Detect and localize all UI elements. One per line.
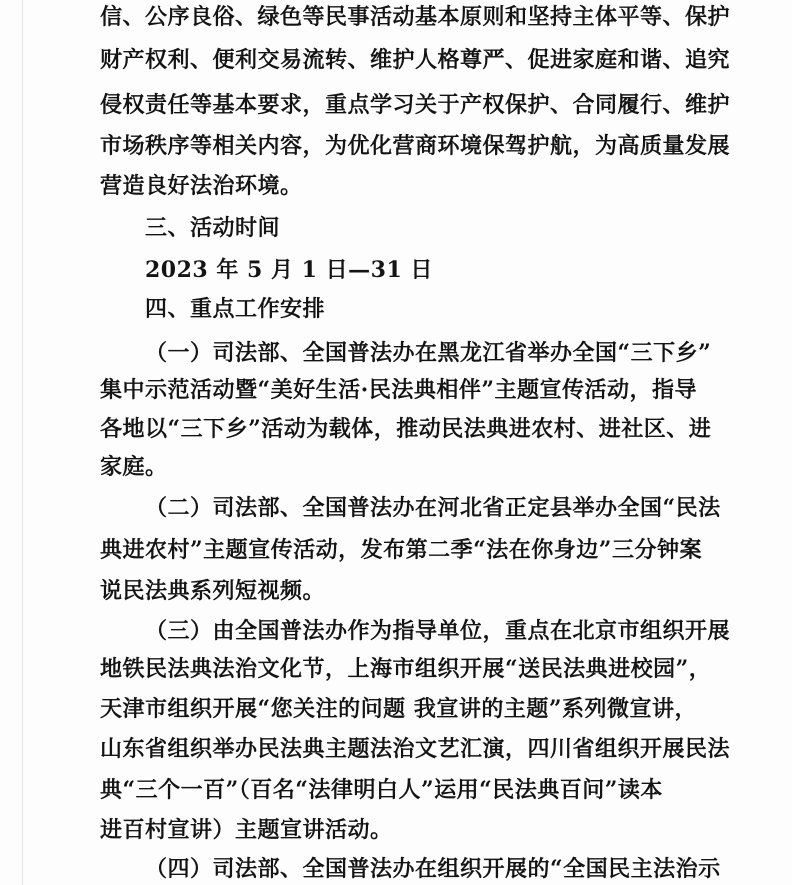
body-text-line: 天津市组织开展“您关注的问题 我宣讲的主题”系列微宣讲，: [100, 696, 697, 722]
body-text-line: 营造良好法治环境。: [100, 173, 303, 199]
body-text-line: 各地以“三下乡”活动为载体，推动民法典进农村、进社区、进: [100, 416, 712, 442]
activity-date-range: 2023 年 5 月 1 日—31 日: [145, 257, 433, 283]
body-text-line: 典进农村”主题宣传活动，发布第二季“法在你身边”三分钟案: [100, 537, 702, 563]
body-text-line: （四）司法部、全国普法办在组织开展的“全国民主法治示: [145, 856, 721, 882]
body-text-line: 进百村宣讲）主题宣讲活动。: [100, 817, 393, 843]
page-edge-divider: [22, 0, 23, 885]
body-text-line: 侵权责任等基本要求，重点学习关于产权保护、合同履行、维护: [100, 92, 731, 118]
body-text-line: （二）司法部、全国普法办在河北省正定县举办全国“民法: [145, 495, 721, 521]
body-text-line: 说民法典系列短视频。: [100, 578, 326, 604]
body-text-line: 市场秩序等相关内容，为优化营商环境保驾护航，为高质量发展: [100, 133, 731, 159]
section-heading-key-work: 四、重点工作安排: [145, 297, 326, 322]
body-text-line: 集中示范活动暨“美好生活·民法典相伴”主题宣传活动，指导: [100, 377, 697, 403]
body-text-line: 典“三个一百”（百名“法律明白人”运用“民法典百问”读本: [100, 777, 663, 803]
body-text-line: 家庭。: [100, 454, 168, 480]
body-text-line: （三）由全国普法办作为指导单位，重点在北京市组织开展: [145, 618, 731, 644]
body-text-line: 信、公序良俗、绿色等民事活动基本原则和坚持主体平等、保护: [100, 4, 731, 30]
body-text-line: 山东省组织举办民法典主题法治文艺汇演，四川省组织开展民法: [100, 736, 731, 762]
body-text-line: 地铁民法典法治文化节，上海市组织开展“送民法典进校园”，: [100, 656, 712, 682]
body-text-line: 财产权利、便利交易流转、维护人格尊严、促进家庭和谐、追究: [100, 47, 731, 73]
section-heading-activity-time: 三、活动时间: [145, 216, 281, 241]
body-text-line: （一）司法部、全国普法办在黑龙江省举办全国“三下乡”: [145, 340, 712, 366]
